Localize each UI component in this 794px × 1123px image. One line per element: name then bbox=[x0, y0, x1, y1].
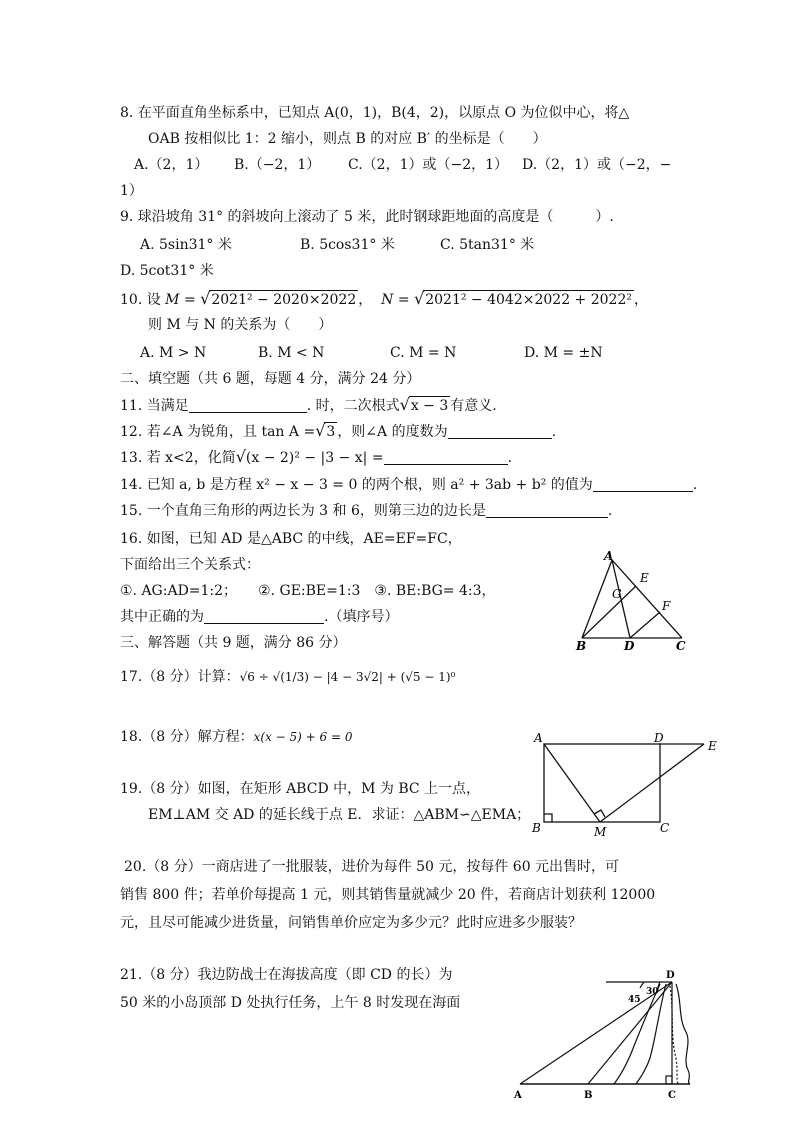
q18 bbox=[120, 728, 352, 746]
q21-label-c: C bbox=[668, 1090, 676, 1101]
q9-option-a: A. 5sin31° 米 bbox=[140, 237, 232, 253]
q12-text-b: ，则∠A 的度数为 bbox=[337, 424, 448, 440]
q14-text-c: . bbox=[692, 477, 698, 493]
q10-m-expr: 2021² − 2020×2022 bbox=[211, 292, 357, 308]
q20-line2: 销售 800 件；若单价每提高 1 元，则其销售量就减少 20 件，若商店计划获利 12000 bbox=[120, 887, 656, 903]
q10-prefix: 10. 设 bbox=[120, 292, 161, 308]
q18-expression: x(x − 5) + 6 = 0 bbox=[253, 730, 353, 744]
q14-answer-blank[interactable] bbox=[593, 477, 693, 492]
q13-text-c: . bbox=[507, 450, 513, 466]
q20-line3: 元，且尽可能减少进货量，问销售单价应定为多少元？此时应进多少服装？ bbox=[120, 915, 582, 931]
q21-label-d: D bbox=[666, 970, 675, 981]
q17-text-a: 17.（8 分）计算： bbox=[120, 669, 240, 685]
q19-label-d: D bbox=[654, 731, 664, 745]
q8-line2: OAB 按相似比 1：2 缩小，则点 B 的对应 B′ 的坐标是（ ） bbox=[148, 131, 547, 147]
q16-label-d: D bbox=[624, 639, 635, 653]
section-heading-solutions: 三、解答题（共 9 题，满分 86 分） bbox=[120, 635, 347, 651]
q8-line1: 8. 在平面直角坐标系中，已知点 A(0，1)，B(4，2)，以原点 O 为位似中心，将△ bbox=[120, 105, 630, 121]
q12-text-c: . bbox=[551, 424, 557, 440]
q16-line4 bbox=[120, 608, 398, 626]
q8-option-c: C.（2，1）或（−2，1） bbox=[348, 157, 509, 173]
q11 bbox=[120, 396, 497, 415]
radical-icon: √ bbox=[235, 447, 246, 466]
q15 bbox=[120, 502, 612, 520]
q15-answer-blank[interactable] bbox=[486, 503, 608, 518]
q17 bbox=[120, 668, 455, 686]
q13-text-a: 13. 若 x<2，化简 bbox=[120, 450, 236, 466]
radical-icon: √ bbox=[315, 421, 326, 440]
q16-text-b: .（填序号） bbox=[324, 609, 399, 625]
radical-icon: √ bbox=[200, 289, 211, 308]
q16-label-e: E bbox=[640, 571, 649, 585]
q20-line1: 20.（8 分）一商店进了一批服装，进价为每件 50 元，按每件 60 元出售时，可 bbox=[124, 859, 620, 875]
q11-radicand: x − 3 bbox=[410, 398, 449, 414]
q16-label-a: A bbox=[604, 549, 614, 563]
q10-option-c: C. M = N bbox=[390, 345, 457, 361]
q13-expression: (x − 2)² − |3 − x| = bbox=[245, 450, 384, 466]
q11-text-c: 有意义. bbox=[450, 398, 497, 414]
q19-label-c: C bbox=[660, 821, 670, 835]
q9-line1: 9. 球沿坡角 31° 的斜坡向上滚动了 5 米，此时钢球距地面的高度是（ ）. bbox=[120, 209, 614, 225]
q17-expression: √6 ÷ √(1/3) − |4 − 3√2| + (√5 − 1)⁰ bbox=[239, 670, 456, 684]
q9-option-c: C. 5tan31° 米 bbox=[440, 237, 535, 253]
q19-label-b: B bbox=[532, 821, 541, 835]
q16-triangle-figure bbox=[570, 548, 700, 652]
q8-option-d-cont: 1） bbox=[120, 183, 143, 199]
q14-text-a: 14. 已知 a, b 是方程 x² − x − 3 = 0 的两个根，则 a² + 3ab + b² 的值为 bbox=[120, 477, 593, 493]
q21-label-a: A bbox=[514, 1090, 522, 1101]
q19-line2: EM⊥AM 交 AD 的延长线于点 E．求证：△ABM∽△EMA； bbox=[148, 807, 531, 823]
section-heading-fill-in: 二、填空题（共 6 题，每题 4 分，满分 24 分） bbox=[120, 371, 421, 387]
q21-island-figure bbox=[510, 966, 710, 1106]
q8-option-b: B.（−2，1） bbox=[234, 157, 321, 173]
q12-radicand: 3 bbox=[326, 424, 336, 440]
q12 bbox=[120, 422, 556, 441]
q10-line2: 则 M 与 N 的关系为（ ） bbox=[148, 317, 333, 333]
q9-option-b: B. 5cos31° 米 bbox=[300, 237, 395, 253]
q21-line1: 21.（8 分）我边防战士在海拔高度（即 CD 的长）为 bbox=[120, 967, 453, 983]
radical-icon: √ bbox=[399, 395, 410, 414]
q19-label-m: M bbox=[594, 825, 607, 839]
q16-answer-blank[interactable] bbox=[204, 609, 324, 624]
q11-text-a: 11. 当满足 bbox=[120, 398, 189, 414]
q10-n-expr: 2021² − 4042×2022 + 2022² bbox=[425, 292, 632, 308]
q21-line2: 50 米的小岛顶部 D 处执行任务，上午 8 时发现在海面 bbox=[120, 995, 461, 1011]
q16-label-g: G bbox=[612, 587, 622, 601]
q15-text-c: . bbox=[607, 503, 613, 519]
q11-text-b: . 时，二次根式 bbox=[306, 398, 400, 414]
q16-label-b: B bbox=[576, 639, 587, 653]
q19-label-e: E bbox=[708, 739, 717, 753]
q10-option-a: A. M > N bbox=[140, 345, 207, 361]
q13-answer-blank[interactable] bbox=[384, 450, 508, 465]
q19-label-a: A bbox=[534, 731, 543, 745]
q16-line3: ①. AG:AD=1:2； ②. GE:BE=1:3 ③. BE:BG= 4:3， bbox=[120, 583, 496, 599]
q21-angle-30: 30 bbox=[646, 987, 659, 997]
q19-rectangle-figure bbox=[528, 728, 728, 838]
q10-option-b: B. M < N bbox=[258, 345, 325, 361]
q16-text-a: 其中正确的为 bbox=[120, 609, 204, 625]
q10-option-d: D. M = ±N bbox=[524, 345, 603, 361]
q13 bbox=[120, 448, 512, 467]
q16-line1: 16. 如图，已知 AD 是△ABC 的中线，AE=EF=FC， bbox=[120, 531, 462, 547]
q21-angle-45: 45 bbox=[628, 995, 641, 1005]
q19-line1: 19.（8 分）如图，在矩形 ABCD 中，M 为 BC 上一点， bbox=[120, 781, 481, 797]
radical-icon: √ bbox=[414, 289, 425, 308]
q9-option-d: D. 5cot31° 米 bbox=[120, 263, 214, 279]
q15-text-a: 15. 一个直角三角形的两边长为 3 和 6，则第三边的边长是 bbox=[120, 503, 486, 519]
q18-text-a: 18.（8 分）解方程： bbox=[120, 729, 254, 745]
q12-answer-blank[interactable] bbox=[448, 424, 552, 439]
q14 bbox=[120, 476, 697, 494]
q16-line2: 下面给出三个关系式： bbox=[120, 557, 260, 573]
q21-label-b: B bbox=[584, 1090, 593, 1101]
q16-label-f: F bbox=[662, 599, 671, 613]
q11-answer-blank[interactable] bbox=[189, 398, 307, 413]
q8-option-a: A.（2，1） bbox=[134, 157, 209, 173]
q12-text-a: 12. 若∠A 为锐角，且 tan A = bbox=[120, 424, 316, 440]
q8-option-d: D.（2，1）或（−2，− bbox=[522, 157, 672, 173]
q10-line1: 10. 设 M = √2021² − 2020×2022 ， N = √2021² − 4042×2022 + 2022² ， bbox=[120, 289, 648, 308]
q16-label-c: C bbox=[676, 639, 686, 653]
